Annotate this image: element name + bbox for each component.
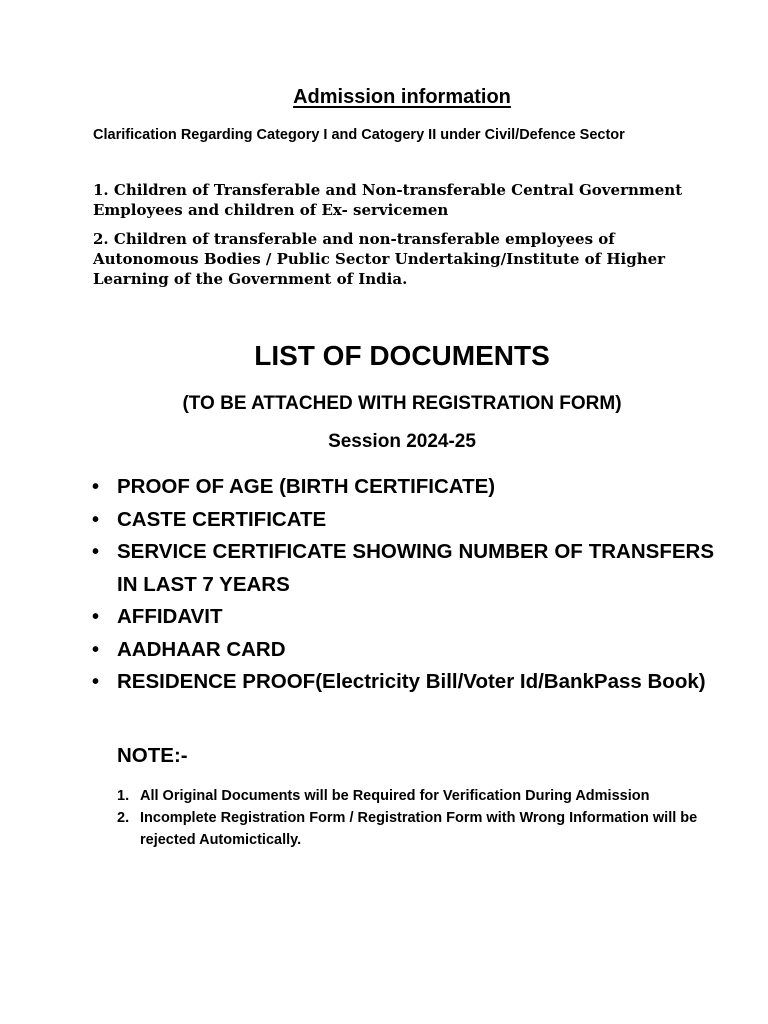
bullet-icon: • xyxy=(92,476,100,498)
documents-list xyxy=(92,471,714,699)
note-number: 2. xyxy=(117,810,130,826)
note-heading: NOTE:- xyxy=(117,744,188,767)
notes-list xyxy=(117,785,717,851)
document-item-caste-certificate xyxy=(92,504,714,537)
note-number: 1. xyxy=(117,788,130,804)
document-item-label: AADHAAR CARD xyxy=(117,637,286,661)
note-text: Incomplete Registration Form / Registration Form with Wrong Information will be rejected Automictically. xyxy=(140,810,698,848)
document-item-affidavit xyxy=(92,601,714,634)
category-2-text: 2. Children of transferable and non-transferable employees of Autonomous Bodies / Public Sector Undertaking/Institute of Higher Learning of the Government of India. xyxy=(93,230,666,288)
documents-subheading: (TO BE ATTACHED WITH REGISTRATION FORM) xyxy=(182,393,622,414)
note-item xyxy=(117,807,717,851)
document-item-label: PROOF OF AGE (BIRTH CERTIFICATE) xyxy=(117,475,496,498)
session-label: Session 2024-25 xyxy=(328,431,476,452)
category-1-text: 1. Children of Transferable and Non-transferable Central Government Employees and children of Ex- servicemen xyxy=(93,181,683,219)
document-item-aadhaar-card xyxy=(92,634,714,667)
document-item-label: RESIDENCE PROOF(Electricity Bill/Voter Id/BankPass Book) xyxy=(117,670,706,693)
bullet-icon: • xyxy=(92,671,100,693)
document-item-label: AFFIDAVIT xyxy=(117,605,223,628)
note-item xyxy=(117,785,717,807)
document-item-residence-proof xyxy=(92,666,714,699)
admission-title: Admission information xyxy=(293,86,511,108)
document-item-service-certificate xyxy=(92,536,714,601)
bullet-icon: • xyxy=(92,541,100,563)
bullet-icon: • xyxy=(92,606,100,628)
document-item-label: CASTE CERTIFICATE xyxy=(117,507,327,531)
documents-heading: LIST OF DOCUMENTS xyxy=(254,340,550,371)
document-item-proof-of-age xyxy=(92,471,714,504)
document-item-label: SERVICE CERTIFICATE SHOWING NUMBER OF TRANSFERS IN LAST 7 YEARS xyxy=(117,540,714,596)
bullet-icon: • xyxy=(92,638,100,661)
bullet-icon: • xyxy=(92,508,100,531)
clarification-text: Clarification Regarding Category I and Catogery II under Civil/Defence Sector xyxy=(93,127,625,143)
note-text: All Original Documents will be Required for Verification During Admission xyxy=(140,788,650,804)
